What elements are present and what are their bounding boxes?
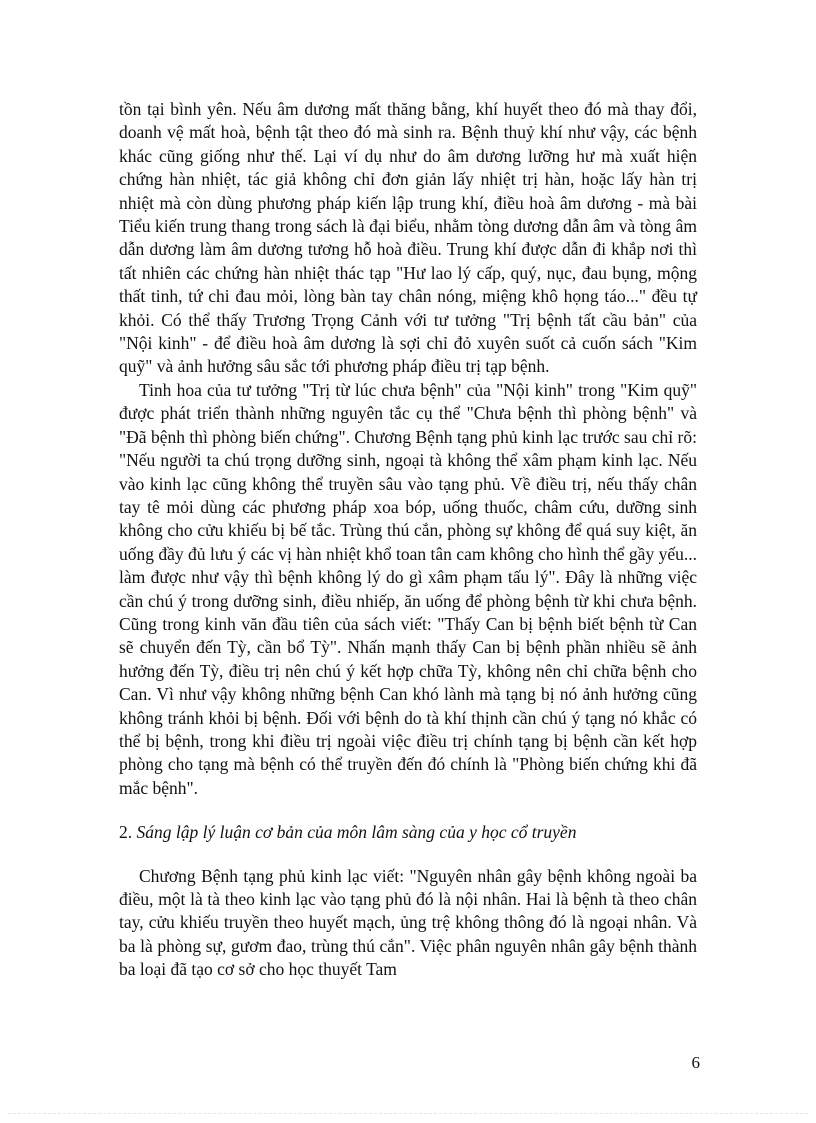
- section-title: Sáng lập lý luận cơ bản của môn lâm sàng của y học cổ truyền: [136, 822, 577, 843]
- page-number: 6: [691, 1053, 700, 1072]
- paragraph-3: Chương Bệnh tạng phủ kinh lạc viết: "Nguyên nhân gây bệnh không ngoài ba điều, một là tà theo kinh lạc vào tạng phủ đó là nội nhân. Hai là bệnh tà theo chân tay, cửu khiếu truyền theo huyết mạch, ủng trệ không thông đó là ngoại nhân. Và ba là phòng sự, gươm đao, trùng thú cắn". Việc phân nguyên nhân gây bệnh thành ba loại đã tạo cơ sở cho học thuyết Tam: [119, 865, 697, 980]
- spacer: [119, 845, 697, 865]
- page-content: [119, 98, 697, 982]
- section-heading: [119, 821, 697, 844]
- section-number: 2.: [119, 822, 133, 843]
- paragraph-2: Tinh hoa của tư tưởng "Trị từ lúc chưa bệnh" của "Nội kinh" trong "Kim quỹ" được phát triển thành những nguyên tắc cụ thể "Chưa bệnh thì phòng bệnh" và "Đã bệnh thì phòng biến chứng". Chương Bệnh tạng phủ kinh lạc trước sau chỉ rõ: "Nếu người ta chú trọng dưỡng sinh, ngoại tà không thể xâm phạm kinh lạc. Nếu vào kinh lạc cũng không thể truyền sâu vào tạng phủ. Về điều trị, nếu thấy chân tay tê mỏi dùng các phương pháp xoa bóp, uống thuốc, châm cứu, dưỡng sinh không cho cửu khiếu bị bế tắc. Trùng thú cắn, phòng sự không để quá suy kiệt, ăn uống đầy đủ lưu ý các vị hàn nhiệt khổ toan tân cam không cho hình thể gầy yếu... làm được như vậy thì bệnh không lý do gì xâm phạm tấu lý". Đây là những việc cần chú ý trong dưỡng sinh, điều nhiếp, ăn uống để phòng bệnh từ khi chưa bệnh. Cũng trong kinh văn đầu tiên của sách viết: "Thấy Can bị bệnh biết bệnh từ Can sẽ chuyển đến Tỳ, cần bổ Tỳ". Nhấn mạnh thấy Can bị bệnh phần nhiều sẽ ảnh hưởng đến Tỳ, điều trị nên chú ý kết hợp chữa Tỳ, không nên chỉ chữa bệnh cho Can. Vì như vậy không những bệnh Can khó lành mà tạng bị nó ảnh hưởng cũng không tránh khỏi bị bệnh. Đối với bệnh do tà khí thịnh cần chú ý tạng nó khắc có thể bị bệnh, trong khi điều trị ngoài việc điều trị chính tạng bị bệnh cần kết hợp phòng cho tạng mà bệnh có thể truyền đến đó chính là "Phòng biến chứng khi đã mắc bệnh".: [119, 379, 697, 798]
- paragraph-1: tồn tại bình yên. Nếu âm dương mất thăng bằng, khí huyết theo đó mà thay đổi, doanh vệ mất hoà, bệnh tật theo đó mà sinh ra. Bệnh thuỷ khí như vậy, các bệnh khác cũng giống như thế. Lại ví dụ như do âm dương lưỡng hư mà xuất hiện chứng hàn nhiệt, tác giả không chỉ đơn giản lấy nhiệt trị hàn, hoặc lấy hàn trị nhiệt mà còn dùng phương pháp kiến lập trung khí, điều hoà âm dương - mà bài Tiểu kiến trung thang trong sách là đại biểu, nhằm tòng dương dẫn âm và tòng âm dẫn dương làm âm dương tương hỗ hoà điều. Trung khí được dẫn đi khắp nơi thì tất nhiên các chứng hàn nhiệt thác tạp "Hư lao lý cấp, quý, nục, đau bụng, mộng thất tinh, tứ chi đau mỏi, lòng bàn tay chân nóng, miệng khô họng táo..." đều tự khỏi. Có thể thấy Trương Trọng Cảnh với tư tưởng "Trị bệnh tất cầu bản" của "Nội kinh" - để điều hoà âm dương là sợi chỉ đỏ xuyên suốt cả cuốn sách "Kim quỹ" và ảnh hưởng sâu sắc tới phương pháp điều trị tạp bệnh.: [119, 99, 697, 377]
- page-bottom-divider: [8, 1113, 808, 1114]
